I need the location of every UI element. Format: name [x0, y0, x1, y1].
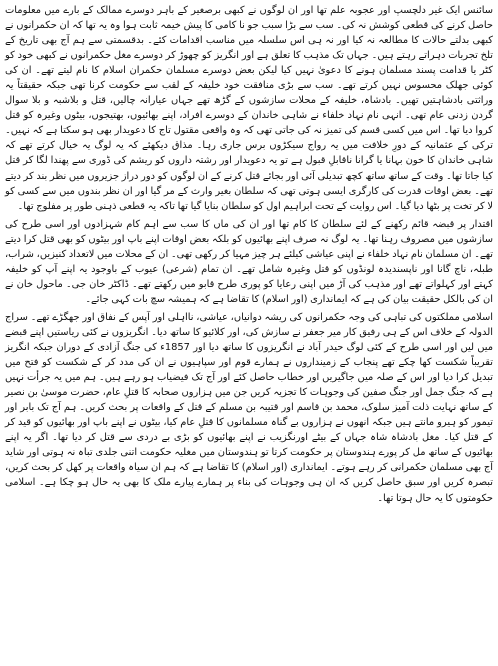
paragraph-1: سائنس ایک غیر دلچسپ اور عجوبہ علم تھا اور ان لوگوں نے کبھی برصغیر کے باہر دوسرے ممالک کے بارے میں معلومات حاصل کرنے کی قطعی کوشش نہ کی۔ سب سے بڑا سبب جو نا کامی کا پیش خیمہ ثابت ہوا وہ یہ تھا کہ ان حکمرانوں نے کبھی بدلتے حالات کا مطالعہ نہ کیا اور نہ ہی اس سلسلہ میں مناسب اقدامات کئے۔ بدقسمتی سے ہم آج بھی تاریخ کے تلخ تجربات دہراتے رہتے ہیں۔ جہاں تک مذہب کا تعلق ہے اور انگریز کو چھوڑ کر دوسرے مغل حکمرانوں نے کبھی خود کو کٹر یا قدامت پسند مسلمان ہونے کا دعویٰ نہیں کیا لیکن بعض دوسرے مسلمان حکمران اسلام کا نام لیتے تھے۔ ان کی کوئی جھلک محسوس نہیں کرتے تھے۔ سب سے بڑی منافقت خود خلیفہ کے لقب سے حکومت کرنا تھی جبکہ حقیقتاً یہ وراثتی بادشاہتیں تھیں۔ بادشاہ، خلیفہ کے محلات سازشوں کے گڑھ تھے جہاں عیارانہ چالیں، قتل و بلاشبہ و بلا سوال گردن زدنی عام تھی۔ انہی نام نہاد خلفاء نے شاہی خاندان کے دوسرے افراد، اپنے بھائیوں، بھتیجوں، بیٹوں وغیرہ کو قتل کروا دیا تھا۔ اس میں کسی قسم کی تمیز نہ کی جاتی تھی کہ وہ واقعی مقتول تاج کا دعویدار بھی ہو سکتا ہے کہ نہیں۔ ترکی کے عثمانیہ کے دورِ خلافت میں یہ رواج سیکڑوں برس جاری رہا۔ مذاق دیکھئے کہ یہ لوگ یہ خیال کرتے تھے کہ شاہی خاندان کا خون بہانا یا گرانا ناقابلِ قبول ہے تو یہ دعویدار اور رشتہ داروں کو ریشم کی ڈوری سے پھندا لگا کر قتل کیا جاتا تھا۔ وقت کے ساتھ ساتھ کچھ تبدیلی آئی اور بجائے قتل کرنے کے ان لوگوں کو دور دراز جزیروں میں نظر بند کر دیتے تھے۔ بعض اوقات قدرت کی کارگری ایسی ہوتی تھی کہ سلطان بغیر وارث کے مر گیا اور ان نظر بندوں میں سے کسی کو لا کر تخت پر بٹھا دیا گیا۔ اس روایت کے تحت ابراہیم اول کو سلطان بنایا گیا تھا تاکہ یہ قطعی ذہنی طور پر مفلوج تھا۔: [5, 5, 493, 212]
paragraph-3: اسلامی مملکتوں کی تباہی کی وجہ حکمرانوں کی ریشہ دوانیاں، عیاشی، نااہلی اور آپس کے نفاق اور جھگڑے تھے۔ سراج الدولہ کے خلاف اس کے ہی رفیق کار میر جعفر نے سازش کی، اور کلائیو کا ساتھ دیا۔ انگریزوں نے کئی ریاستیں اپنے قبضے میں لیں اور اسی طرح کے کئی لوگ حیدر آباد نے انگریزوں کا ساتھ دیا اور 1857ء کی جنگ آزادی کے دوران جبکہ انگریز تقریباً شکست کھا چکے تھے پنجاب کے زمینداروں نے ہمارے قوم اور سپاہیوں نے ان کی مدد کر کے شکست کو فتح میں تبدیل کرا دیا اور اس کے صلہ میں جاگیریں اور خطاب حاصل کئے اور آج تک فیضیاب ہو رہے ہیں۔ ہم میں یہ جرأت نہیں ہے کہ جنگ جمل اور جنگ صفین کی وجوہات کا تجزیہ کریں جن میں ہزاروں صحابہ کا قتلِ عام، حضرت موسیٰ بن نصیر کے ساتھ نہایت ذلت آمیز سلوک، محمد بن قاسم اور قتیبہ بن مسلم کے قتل کے واقعات پر بحث کریں۔ ہم آج تک بابر اور تیمور کو ہیرو مانتے ہیں جبکہ انھوں نے ہزاروں بے گناہ مسلمانوں کا قتلِ عام کیا، بیٹوں نے اپنے باپ اور بھائیوں کو قید کر کے قتل کیا۔ مغل بادشاہ شاہ جہاں کے بیٹے اورنگزیب نے اپنے بھائیوں کو بڑی بے دردی سے قتل کر دیا تھا۔ اگر یہ اپنے بھائیوں کے ساتھ مل کر پورے ہندوستان پر حکومت کرتا تو ہندوستان میں مغلیہ حکومت اتنی جلدی تباہ نہ ہوتی اور شاید آج بھی مسلمان حکمرانی کر رہے ہوتے۔ ایمانداری (اور اسلام) کا تقاضا ہے کہ ہم ان سیاہ واقعات پر کھل کر بحث کریں، تبصرہ کریں اور سبق حاصل کریں کہ ان ہی وجوہات کی بناء پر ہمارے پیارے ملک کا بھی یہ حال ہو چکا ہے۔ اسلامی حکومتوں کا یہ حال ہوتا تھا۔: [5, 311, 493, 504]
paragraph-2: اقتدار پر قبضہ قائم رکھنے کے لئے سلطان کا کام تھا اور ان کی ماں کا سب سے اہم کام شہزادوں اور اسی طرح کی سازشوں میں مصروف رہنا تھا۔ یہ لوگ نہ صرف اپنے بھائیوں کو بلکہ بعض اوقات اپنے باپ اور بیٹوں کو بھی قتل کرا دیتے تھے۔ ان مسلمان نام نہاد خلفاء نے اپنی عیاشی کیلئے ہر چیز مہیا کر رکھی تھی۔ ان کے محلات میں لاتعداد کنیزیں، شراب، طبلہ، ناچ گانا اور ناپسندیدہ لونڈوں کو قتل وغیرہ شامل تھے۔ ان تمام (شرعی) عیوب کے باوجود یہ اپنے آپ کو خلیفہ کہتے اور کہلواتے تھے اور مذہب کی آڑ میں اپنی رعایا کو پوری طرح قابو میں رکھتے تھے۔ ڈاکٹر خان جی۔ ماحول خان نے ان کی بالکل حقیقت بیان کی ہے کہ ایمانداری (اور اسلام) کا تقاضا ہے کہ ہمیشہ سچ بات کہی جائے۔: [5, 218, 493, 305]
